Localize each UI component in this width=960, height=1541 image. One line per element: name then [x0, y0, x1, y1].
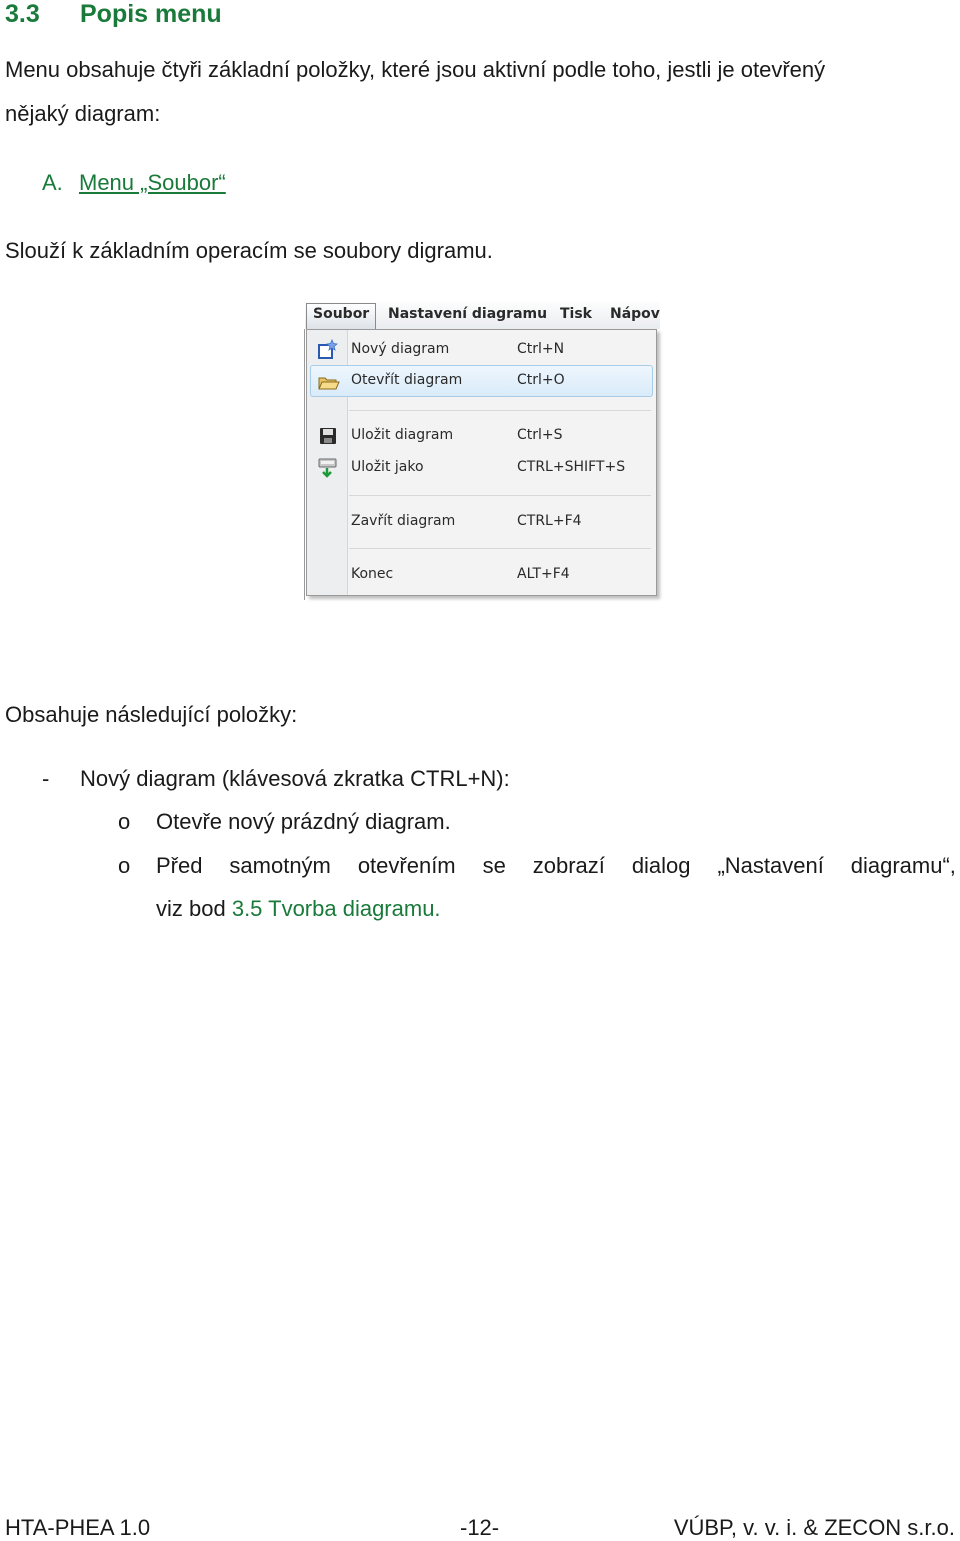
word: samotným: [229, 853, 331, 878]
continuation-prefix: viz bod: [156, 896, 232, 921]
menubar-item-nastaveni-diagramu: Nastavení diagramu: [388, 306, 548, 322]
word: Před: [156, 853, 203, 878]
section-title: Popis menu: [80, 0, 222, 28]
sub-bullet-marker: o: [118, 853, 131, 878]
save-icon: [317, 425, 337, 445]
soubor-dropdown: [306, 329, 657, 596]
new-diagram-icon: [317, 339, 337, 359]
item-label: Zavřít diagram: [351, 513, 456, 529]
contains-heading: Obsahuje následující položky:: [5, 702, 298, 727]
word: dialog: [631, 853, 691, 878]
item-shortcut: CTRL+SHIFT+S: [517, 459, 626, 475]
menubar: [305, 302, 660, 329]
dropdown-item-konec: [310, 559, 651, 589]
sub-bullet-continuation: [156, 887, 441, 930]
section-number: 3.3: [5, 0, 40, 28]
item-label: Konec: [351, 566, 394, 582]
dropdown-item-ulozit-diagram: [310, 420, 651, 450]
menubar-item-napoveda: Nápov: [610, 306, 660, 322]
intro-line-1: Menu obsahuje čtyři základní položky, které jsou aktivní podle toho, jestli je otevřený: [5, 57, 826, 82]
footer-page-number: -12-: [460, 1515, 500, 1540]
sub-bullet-text: Otevře nový prázdný diagram.: [156, 809, 451, 834]
save-as-icon: [317, 457, 337, 477]
intro-line-2: nějaký diagram:: [5, 101, 161, 126]
item-shortcut: Ctrl+O: [517, 372, 565, 388]
open-folder-icon: [318, 371, 338, 391]
section-heading: [5, 0, 222, 29]
word: zobrazí: [532, 853, 605, 878]
item-label: Otevřít diagram: [351, 372, 463, 388]
section-3-5-link[interactable]: 3.5 Tvorba diagramu.: [231, 896, 441, 921]
footer-right: VÚBP, v. v. i. & ZECON s.r.o.: [673, 1515, 955, 1540]
dropdown-item-otevrit-diagram: [310, 365, 653, 397]
bullet-text-novy-diagram: Nový diagram (klávesová zkratka CTRL+N):: [80, 766, 510, 791]
word: otevřením: [357, 853, 456, 878]
dropdown-separator: [349, 410, 651, 411]
section-a-title-link[interactable]: Menu „Soubor“: [79, 170, 226, 195]
screenshot-edge: [304, 329, 305, 600]
bullet-dash: -: [42, 766, 50, 791]
footer-left: HTA-PHEA 1.0: [5, 1515, 151, 1540]
word: diagramu“,: [850, 853, 956, 878]
dropdown-separator: [349, 548, 651, 549]
menubar-item-tisk: Tisk: [560, 306, 592, 322]
dropdown-item-ulozit-jako: [310, 452, 651, 482]
dropdown-item-novy-diagram: [310, 334, 651, 364]
item-shortcut: CTRL+F4: [517, 513, 582, 529]
dropdown-separator: [349, 495, 651, 496]
sub-bullet-justified-line: [156, 844, 956, 887]
item-label: Uložit diagram: [351, 427, 454, 443]
word: se: [482, 853, 506, 878]
section-a-description: Slouží k základním operacím se soubory digramu.: [5, 238, 493, 263]
item-shortcut: Ctrl+S: [517, 427, 563, 443]
item-shortcut: Ctrl+N: [517, 341, 565, 357]
word: „Nastavení: [717, 853, 824, 878]
menubar-item-soubor: Soubor: [306, 303, 376, 330]
sub-bullet-marker: o: [118, 809, 131, 834]
item-label: Nový diagram: [351, 341, 450, 357]
item-label: Uložit jako: [351, 459, 424, 475]
item-shortcut: ALT+F4: [517, 566, 570, 582]
section-a-letter: A.: [42, 170, 63, 195]
soubor-menu-screenshot: [305, 302, 660, 600]
dropdown-item-zavrit-diagram: [310, 506, 651, 536]
